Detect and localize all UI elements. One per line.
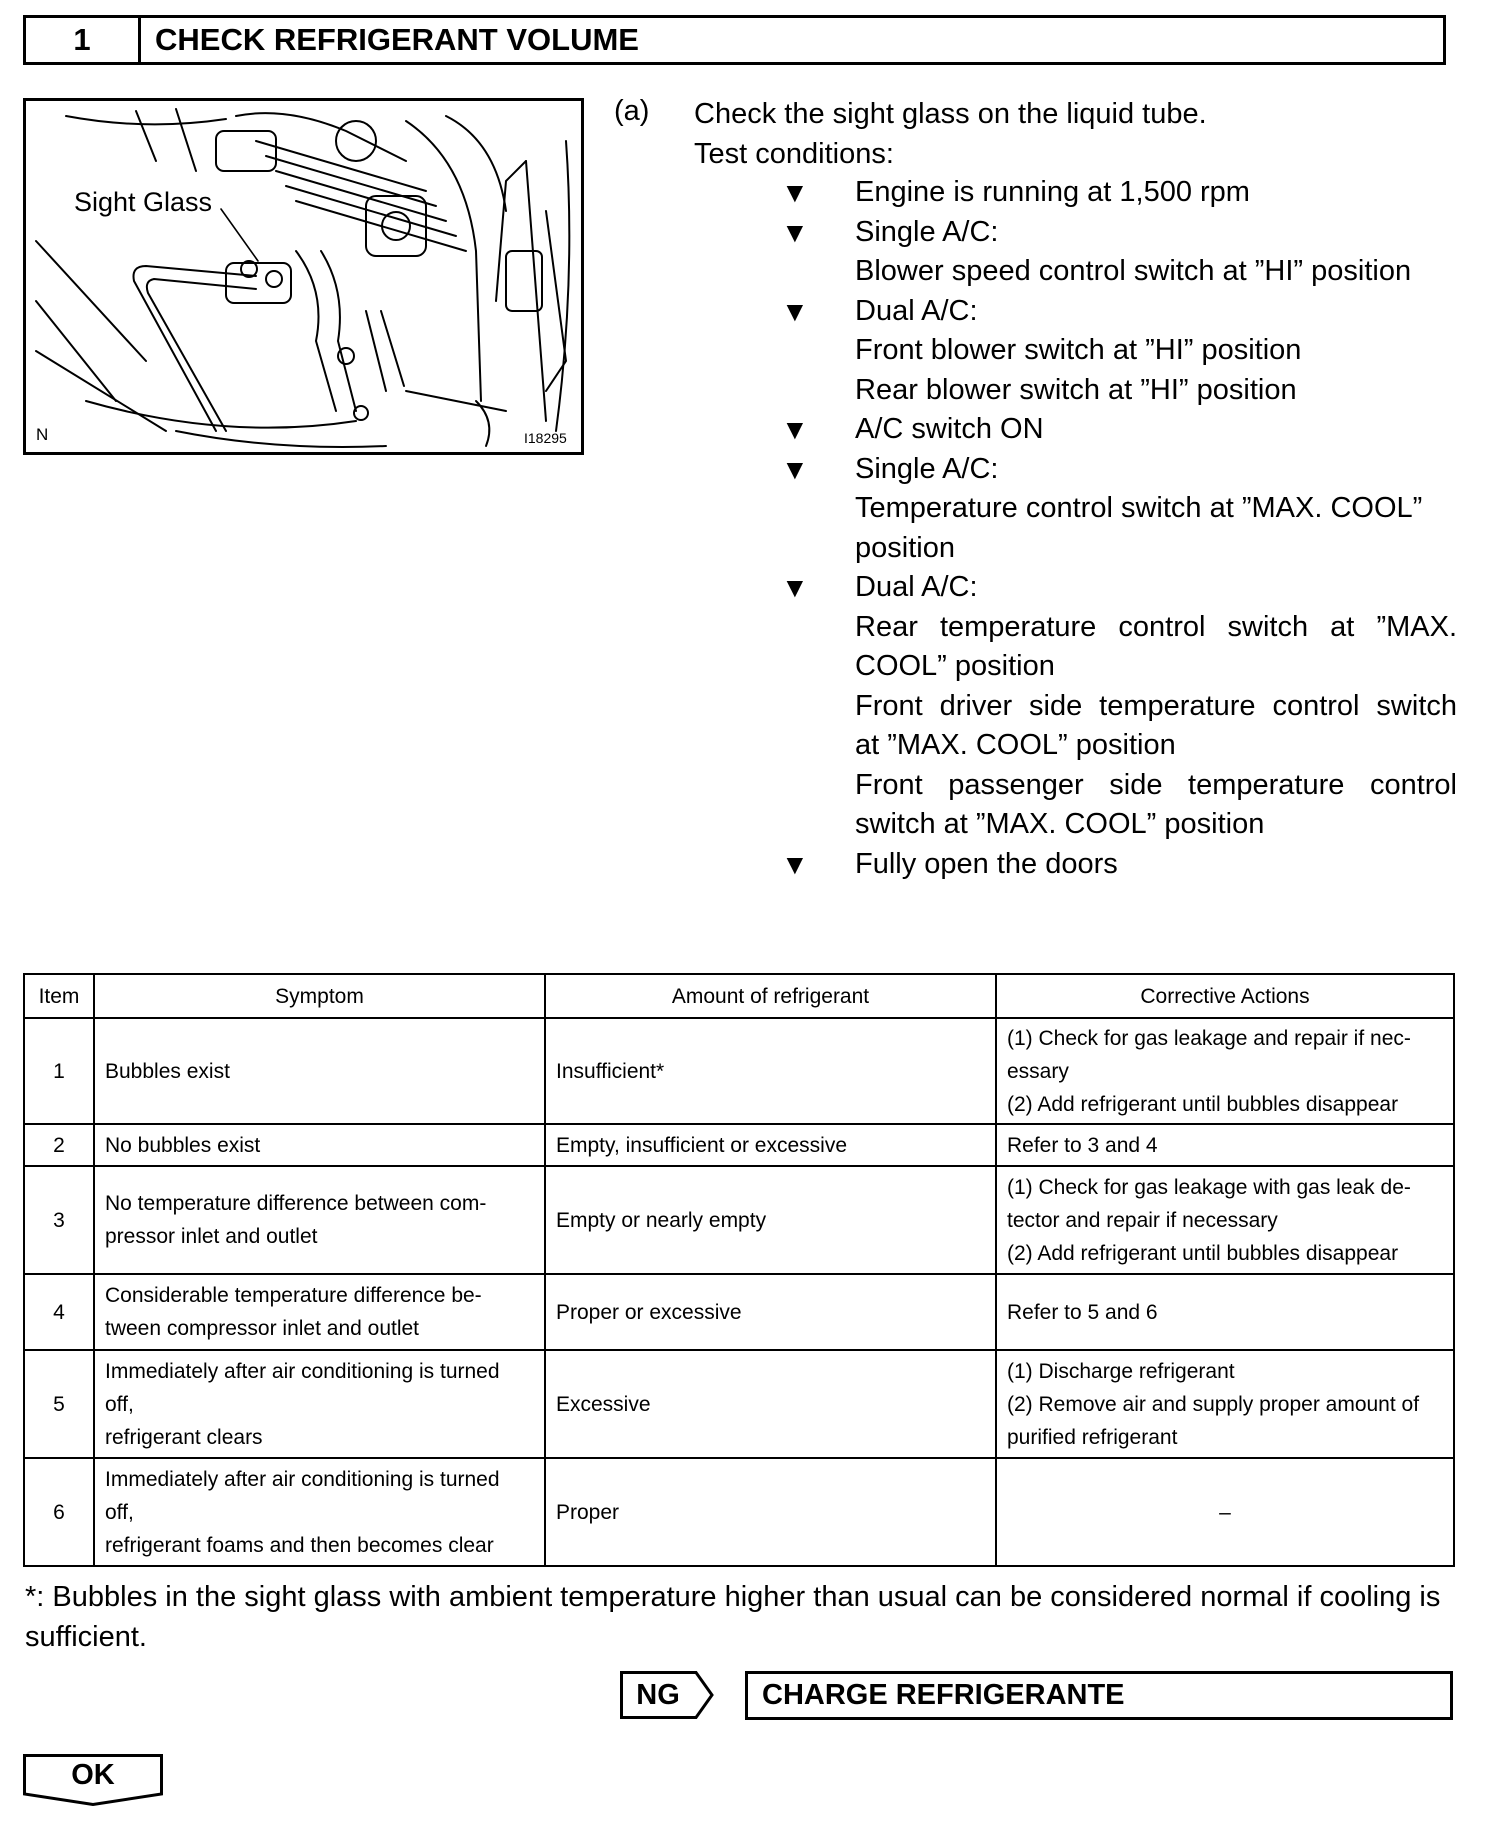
condition-line: Fully open the doors: [855, 847, 1118, 880]
figure-corner-label: N: [36, 425, 49, 444]
cell-line: tector and repair if necessary: [1007, 1208, 1278, 1232]
condition-item: [781, 292, 1457, 411]
condition-line: Rear temperature control switch at ”MAX.: [855, 610, 1457, 643]
triangle-bullet-icon: ▼: [781, 848, 809, 880]
table-row: [24, 1166, 1454, 1274]
cell-actions: [996, 1274, 1454, 1350]
table-row: [24, 1350, 1454, 1458]
cell-line: Immediately after air conditioning is turned: [105, 1359, 500, 1383]
cell-line: (2) Remove air and supply proper amount of: [1007, 1392, 1420, 1416]
cell-line: No temperature difference between com-: [105, 1192, 487, 1215]
step-header: [23, 15, 1446, 65]
cell-amount: Insufficient*: [545, 1018, 996, 1124]
conditions-heading: Test conditions:: [694, 137, 894, 170]
cell-line: (1) Discharge refrigerant: [1007, 1359, 1235, 1383]
table-row: [24, 1124, 1454, 1166]
triangle-bullet-icon: ▼: [781, 216, 809, 248]
cell-actions: [996, 1350, 1454, 1458]
triangle-bullet-icon: ▼: [781, 295, 809, 327]
cell-item: 1: [24, 1018, 94, 1124]
cell-line: tween compressor inlet and outlet: [105, 1317, 420, 1340]
cell-item: 4: [24, 1274, 94, 1350]
cell-actions: [996, 1124, 1454, 1166]
condition-item: [781, 410, 1457, 450]
cell-item: 3: [24, 1166, 94, 1274]
condition-item: [781, 450, 1457, 569]
condition-item: [781, 568, 1457, 845]
cell-item: 5: [24, 1350, 94, 1458]
cell-symptom: [94, 1018, 545, 1124]
condition-line: COOL” position: [855, 650, 1055, 682]
cell-symptom: [94, 1166, 545, 1274]
sight-glass-callout: Sight Glass: [74, 187, 213, 217]
cell-symptom: [94, 1458, 545, 1566]
cell-actions: [996, 1018, 1454, 1124]
cell-line: (2) Add refrigerant until bubbles disappear: [1007, 1092, 1399, 1116]
cell-symptom: [94, 1274, 545, 1350]
condition-line: Dual A/C:: [855, 294, 978, 327]
table-row: [24, 1274, 1454, 1350]
triangle-bullet-icon: ▼: [781, 572, 809, 603]
cell-line: off,: [105, 1500, 134, 1524]
condition-line: Front blower switch at ”HI” position: [855, 334, 1302, 366]
condition-line: Dual A/C:: [855, 571, 978, 603]
cell-line: Refer to 3 and 4: [1007, 1133, 1158, 1157]
triangle-bullet-icon: ▼: [781, 414, 809, 445]
cell-line: Considerable temperature difference be-: [105, 1284, 482, 1307]
cell-line: Refer to 5 and 6: [1007, 1300, 1158, 1324]
step-marker: (a): [614, 95, 650, 127]
triangle-bullet-icon: ▼: [781, 453, 809, 485]
cell-line: purified refrigerant: [1007, 1425, 1178, 1449]
table-row: [24, 1018, 1454, 1124]
ng-action-box: [745, 1671, 1453, 1720]
cell-line: off,: [105, 1392, 134, 1416]
cell-line: No bubbles exist: [105, 1133, 261, 1157]
cell-line: (2) Add refrigerant until bubbles disappear: [1007, 1241, 1399, 1265]
instruction-lead: Check the sight glass on the liquid tube.: [694, 98, 1207, 130]
condition-line: position: [855, 531, 955, 564]
condition-line: Single A/C:: [855, 452, 999, 485]
cell-line: refrigerant foams and then becomes clear: [105, 1533, 494, 1557]
condition-item: [781, 213, 1457, 292]
instruction-text: [694, 95, 1207, 174]
cell-line: (1) Check for gas leakage and repair if nec-: [1007, 1026, 1411, 1050]
cell-amount: Empty or nearly empty: [545, 1166, 996, 1274]
refrigerant-symptom-table: [23, 973, 1455, 1567]
header-item: Item: [24, 974, 94, 1018]
cell-actions: [996, 1166, 1454, 1274]
ok-label: OK: [71, 1758, 115, 1791]
condition-item: [781, 173, 1457, 213]
cell-line: refrigerant clears: [105, 1425, 263, 1449]
condition-line: A/C switch ON: [855, 413, 1044, 445]
table-header-row: [24, 974, 1454, 1018]
header-amount: Amount of refrigerant: [545, 974, 996, 1018]
cell-line: pressor inlet and outlet: [105, 1225, 318, 1248]
engine-bay-illustration: [26, 101, 584, 455]
condition-line: Front passenger side temperature control: [855, 768, 1457, 801]
cell-item: 2: [24, 1124, 94, 1166]
step-number: 1: [26, 18, 141, 62]
footnote: *: Bubbles in the sight glass with ambient temperature higher than usual can be considered normal if cooling is sufficient.: [25, 1581, 1441, 1653]
cell-line: –: [1219, 1500, 1231, 1524]
cell-item: 6: [24, 1458, 94, 1566]
condition-line: Blower speed control switch at ”HI” position: [855, 255, 1412, 287]
condition-line: Rear blower switch at ”HI” position: [855, 373, 1297, 406]
cell-amount: Proper or excessive: [545, 1274, 996, 1350]
condition-item: [781, 845, 1457, 885]
condition-line: Engine is running at 1,500 rpm: [855, 176, 1250, 208]
ng-label: NG: [636, 1678, 680, 1711]
cell-amount: Excessive: [545, 1350, 996, 1458]
ng-action-text: CHARGE REFRIGERANTE: [762, 1679, 1125, 1711]
cell-line: Immediately after air conditioning is turned: [105, 1467, 500, 1491]
cell-line: Bubbles exist: [105, 1059, 230, 1083]
figure-id: I18295: [524, 430, 567, 446]
table-row: [24, 1458, 1454, 1566]
test-conditions-list: [781, 173, 1457, 884]
sight-glass-figure: [23, 98, 584, 455]
cell-amount: Empty, insufficient or excessive: [545, 1124, 996, 1166]
cell-symptom: [94, 1350, 545, 1458]
condition-line: Single A/C:: [855, 215, 999, 248]
condition-line: Temperature control switch at ”MAX. COOL”: [855, 492, 1423, 524]
step-title: CHECK REFRIGERANT VOLUME: [155, 22, 639, 57]
cell-line: essary: [1007, 1059, 1069, 1083]
cell-symptom: [94, 1124, 545, 1166]
cell-amount: Proper: [545, 1458, 996, 1566]
cell-line: (1) Check for gas leakage with gas leak de-: [1007, 1175, 1411, 1199]
triangle-bullet-icon: ▼: [781, 177, 809, 208]
condition-line: Front driver side temperature control switch: [855, 689, 1457, 722]
header-symptom: Symptom: [94, 974, 545, 1018]
header-actions: Corrective Actions: [996, 974, 1454, 1018]
condition-line: at ”MAX. COOL” position: [855, 729, 1176, 761]
condition-line: switch at ”MAX. COOL” position: [855, 808, 1265, 840]
cell-actions: [996, 1458, 1454, 1566]
